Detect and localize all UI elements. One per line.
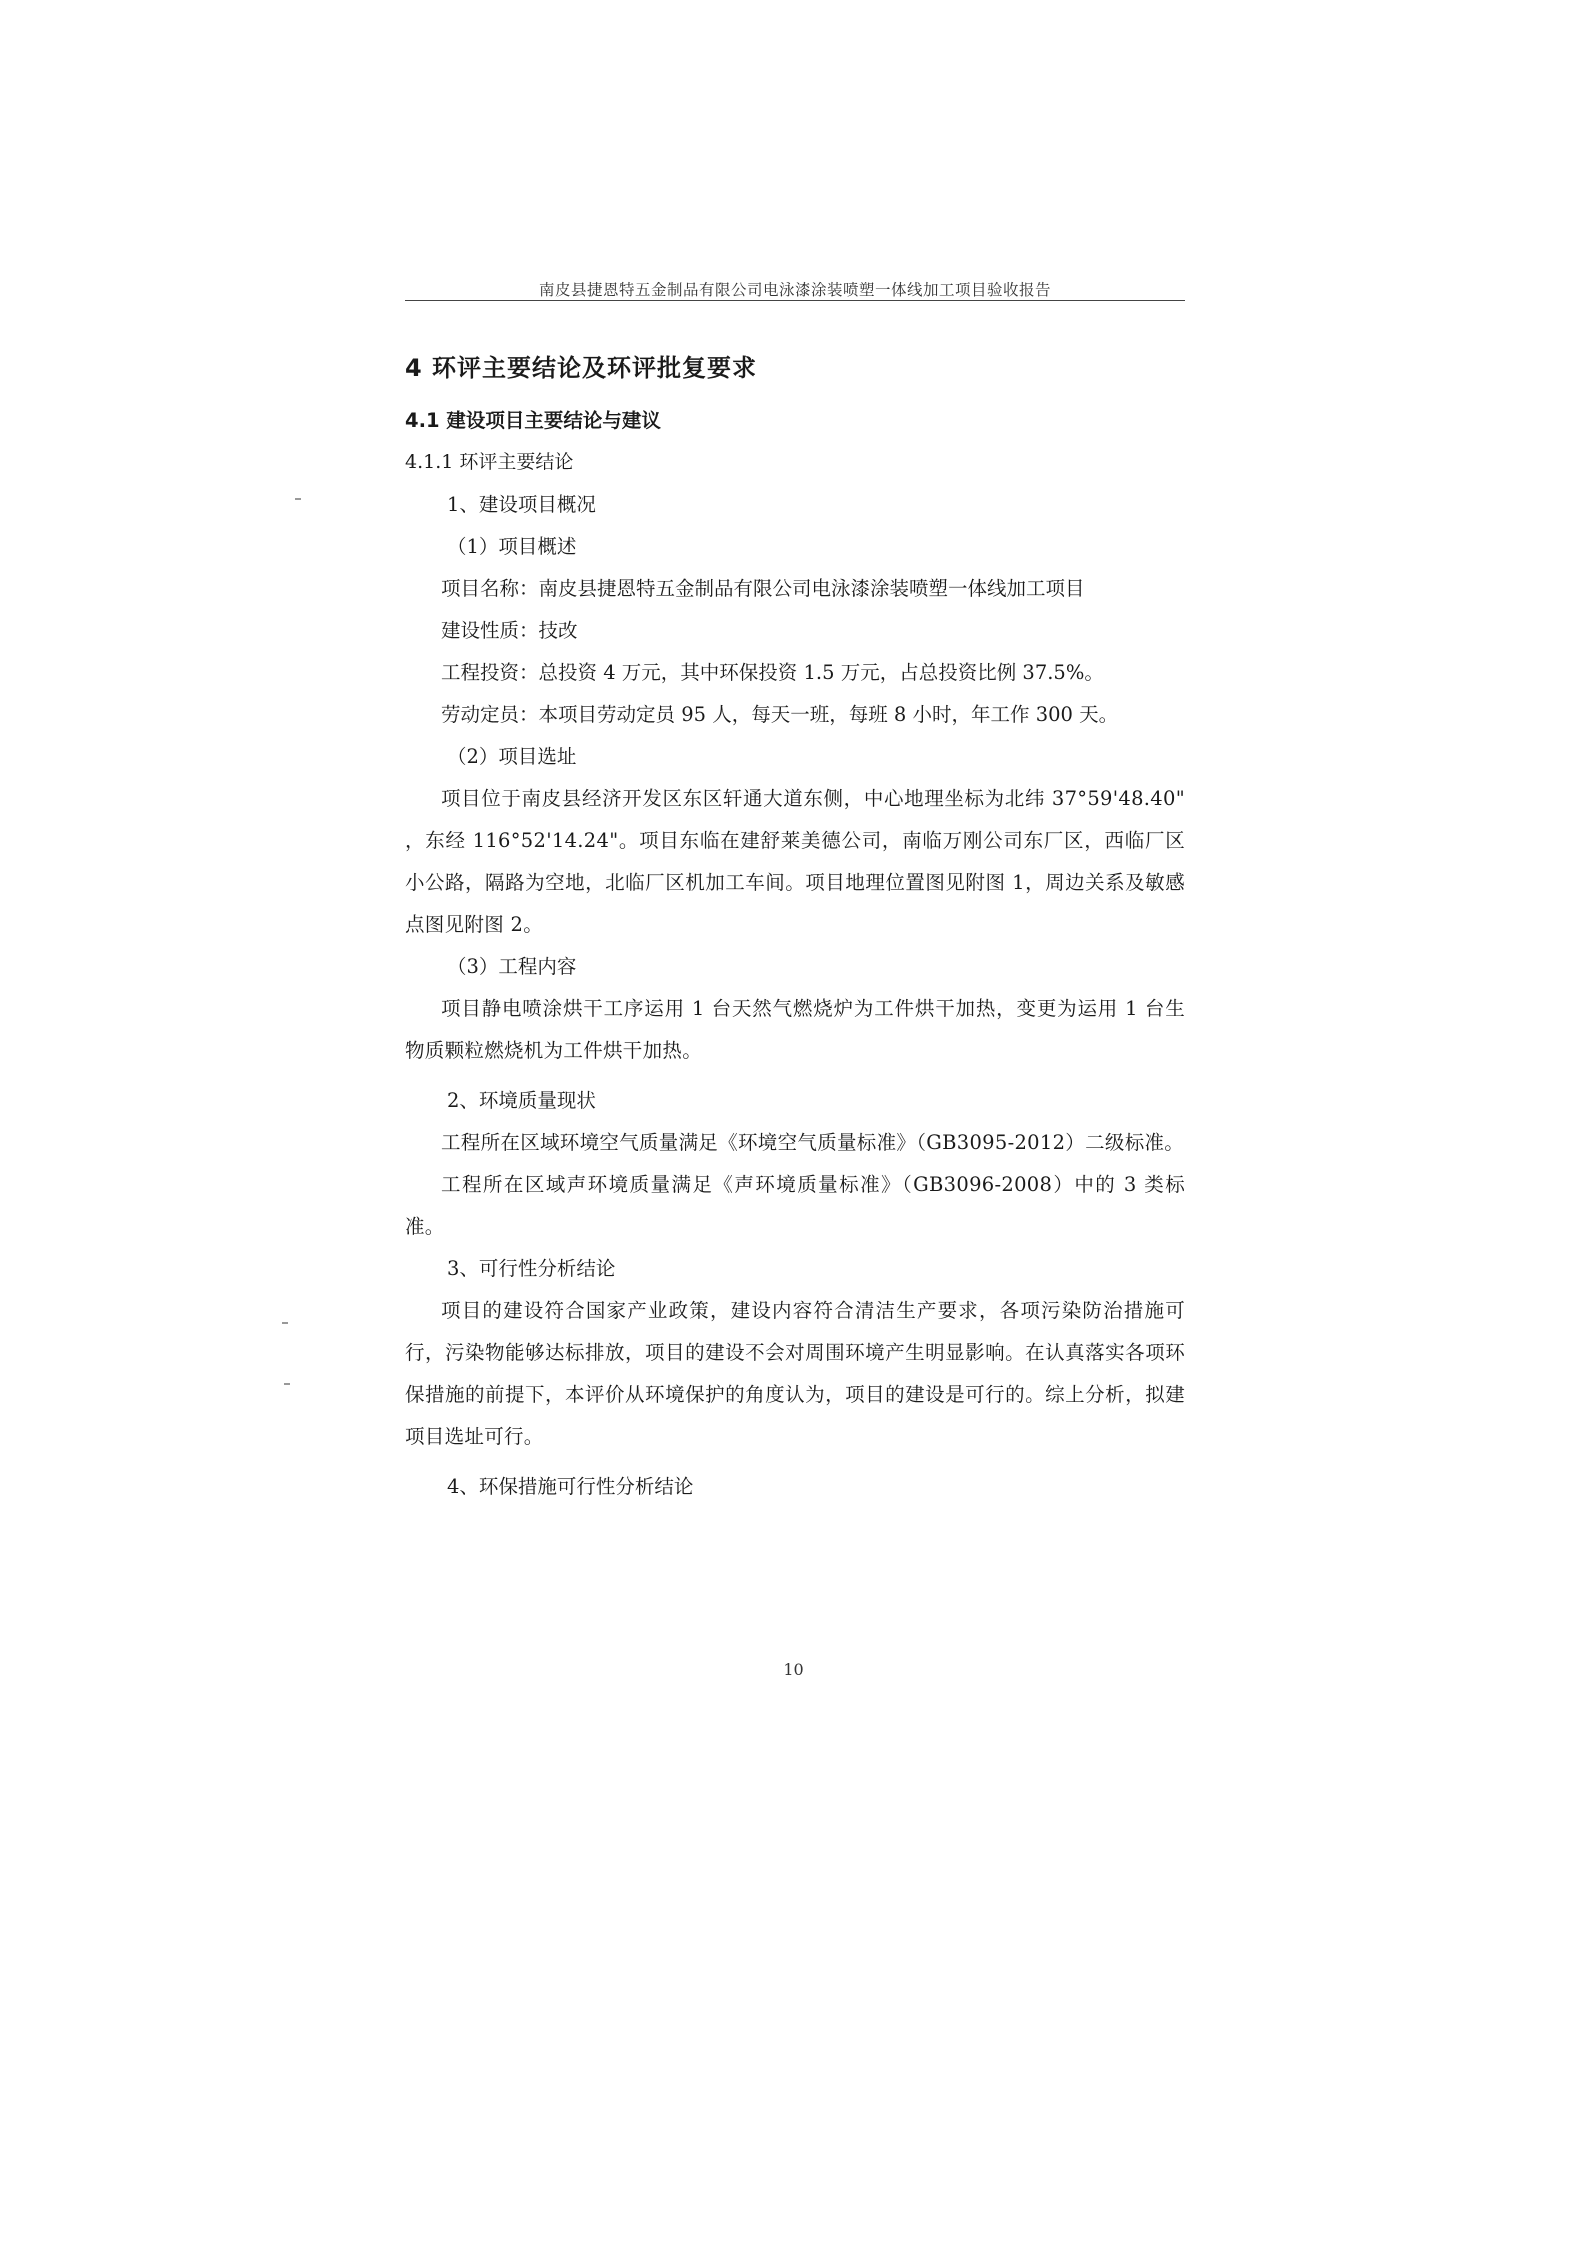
section-4-1-1-title: 4.1.1 环评主要结论: [405, 451, 574, 473]
scan-speck: [282, 1322, 288, 1324]
item-1-title: 1、建设项目概况: [447, 493, 596, 516]
investment: 工程投资：总投资 4 万元，其中环保投资 1.5 万元，占总投资比例 37.5%。: [441, 661, 1104, 684]
page-number: 10: [783, 1660, 804, 1679]
project-name: 项目名称：南皮县捷恩特五金制品有限公司电泳漆涂装喷塑一体线加工项目: [441, 577, 1085, 600]
construction-nature: 建设性质：技改: [441, 619, 578, 642]
page-content: [405, 340, 1185, 1508]
sub-2-title: （2）项目选址: [447, 745, 577, 768]
location-paragraph: 项目位于南皮县经济开发区东区轩通大道东侧，中心地理坐标为北纬 37°59'48.40" ，东经 116°52'14.24"。项目东临在建舒莱美德公司，南临万刚公司东厂区，西临厂区小公路，隔路为空地，北临厂区机加工车间。项目地理位置图见附图 1，周边关系及敏感点图见附图 2。: [405, 787, 1185, 936]
running-header: 南皮县捷恩特五金制品有限公司电泳漆涂装喷塑一体线加工项目验收报告: [538, 281, 1051, 299]
sub-3-title: （3）工程内容: [447, 955, 577, 978]
staffing: 劳动定员：本项目劳动定员 95 人，每天一班，每班 8 小时，年工作 300 天。: [441, 703, 1119, 726]
section-4-title: 4 环评主要结论及环评批复要求: [405, 354, 758, 382]
air-quality-paragraph: 工程所在区域环境空气质量满足《环境空气质量标准》（GB3095-2012）二级标准。: [441, 1131, 1185, 1154]
header-rule: [405, 300, 1185, 301]
item-4-title: 4、环保措施可行性分析结论: [447, 1475, 694, 1498]
scan-speck: [284, 1383, 290, 1385]
sub-1-title: （1）项目概述: [447, 535, 577, 558]
feasibility-paragraph: 项目的建设符合国家产业政策，建设内容符合清洁生产要求，各项污染防治措施可行，污染物能够达标排放，项目的建设不会对周围环境产生明显影响。在认真落实各项环保措施的前提下，本评价从环境保护的角度认为，项目的建设是可行的。综上分析，拟建项目选址可行。: [405, 1299, 1185, 1448]
scan-speck: [295, 498, 301, 500]
content-paragraph: 项目静电喷涂烘干工序运用 1 台天然气燃烧炉为工件烘干加热，变更为运用 1 台生物质颗粒燃烧机为工件烘干加热。: [405, 997, 1185, 1062]
noise-quality-paragraph: 工程所在区域声环境质量满足《声环境质量标准》（GB3096-2008）中的 3 类标准。: [405, 1173, 1185, 1238]
item-2-title: 2、环境质量现状: [447, 1089, 596, 1112]
section-4-1-title: 4.1 建设项目主要结论与建议: [405, 409, 661, 432]
item-3-title: 3、可行性分析结论: [447, 1257, 616, 1280]
